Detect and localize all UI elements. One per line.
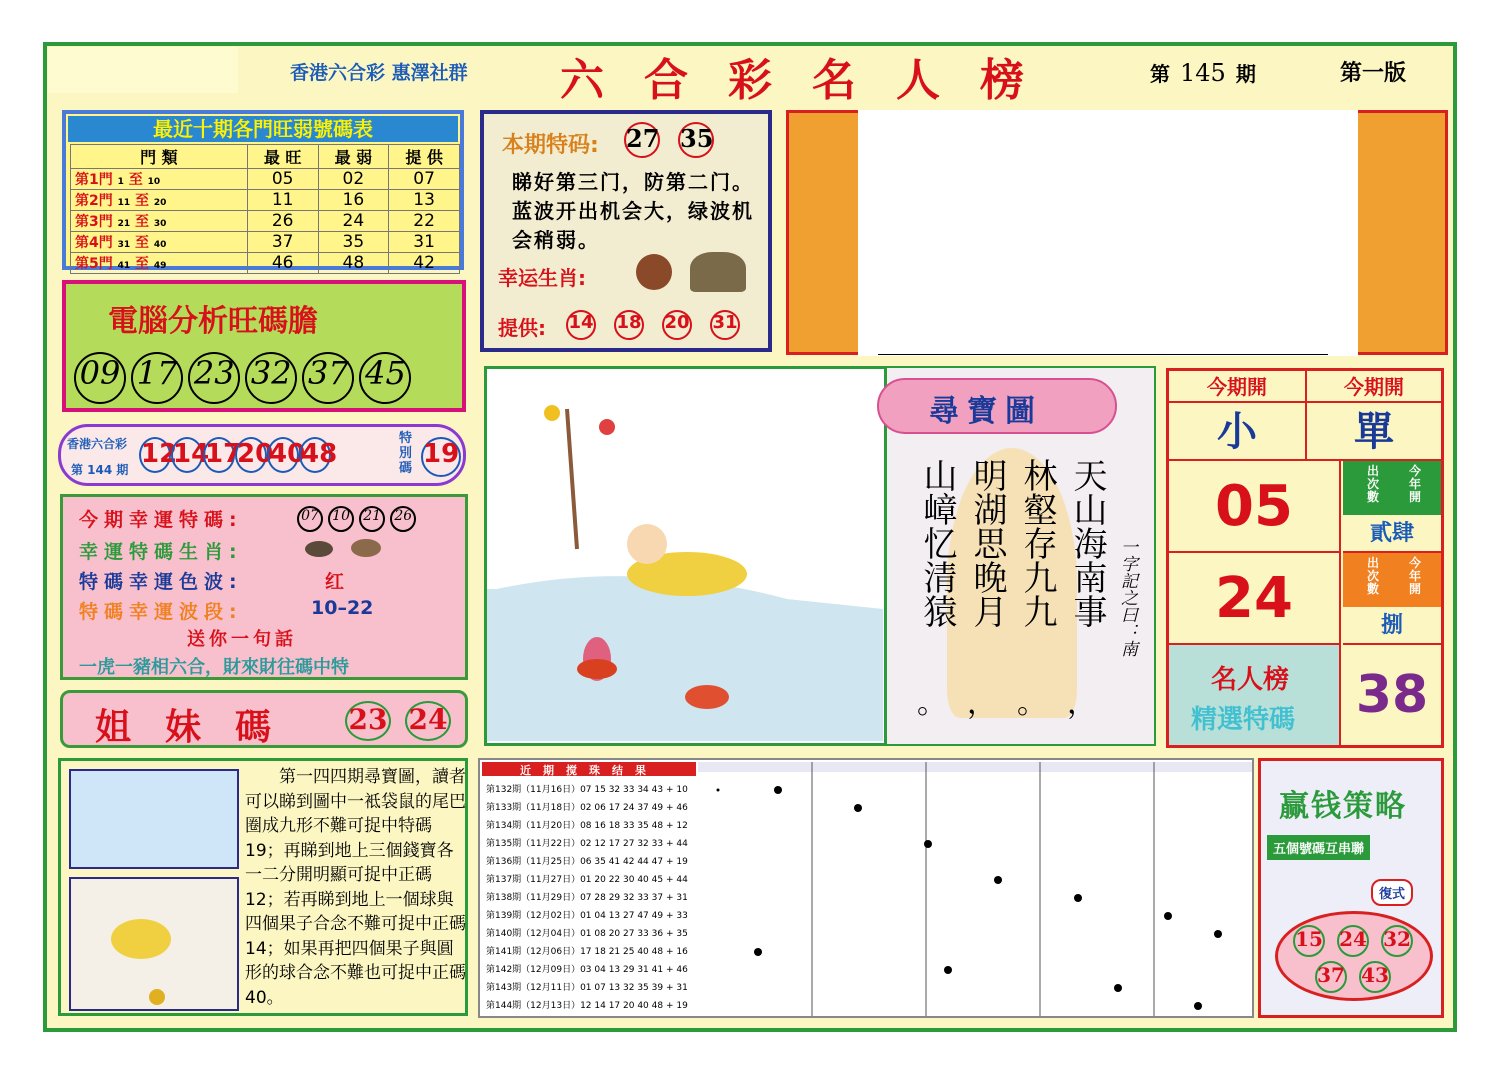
boar-icon (351, 539, 381, 557)
table-row (71, 253, 460, 274)
open-parity: 單 (1307, 403, 1441, 461)
pc-number: 37 (302, 352, 354, 404)
lucky-number: 26 (390, 506, 416, 532)
last-draw-issue: 第 144 期 (71, 463, 129, 477)
max-cell: 11 (247, 190, 318, 211)
last-draw-number: 17 (203, 437, 235, 473)
min-cell: 24 (318, 211, 389, 232)
result-row: 第144期（12月13日）12 14 17 20 40 48 + 19 (486, 1001, 688, 1011)
draw-results-panel (478, 758, 1254, 1018)
min-cell: 16 (318, 190, 389, 211)
ball-icon (149, 989, 165, 1005)
result-row: 第143期（12月11日）01 07 13 32 35 39 + 31 (486, 983, 688, 993)
last-draw-number: 48 (299, 437, 331, 473)
blank-area (858, 110, 1358, 356)
sister-label: 姐妹碼 (95, 706, 306, 748)
give-cell: 42 (389, 253, 460, 274)
decoration-right (1356, 110, 1448, 355)
tag-label: 今年開 (1409, 556, 1422, 596)
poem-line: 天山海南事 (1067, 458, 1107, 628)
special-text: 睇好第三门，防第二门。蓝波开出机会大，绿波机会稍弱。 (512, 170, 754, 252)
provide-number: 31 (710, 310, 740, 340)
lucky-band-label: 特碼幸運波段: (79, 601, 243, 623)
table-row (71, 169, 460, 190)
explanation-panel (58, 758, 468, 1016)
result-row: 第137期（11月27日）01 20 22 30 40 45 + 44 (486, 875, 688, 885)
sister-number: 24 (405, 701, 451, 741)
brand-name: 名人榜 (1211, 665, 1290, 695)
open-tag-1 (1343, 461, 1441, 515)
min-cell: 02 (318, 169, 389, 190)
give-cell: 13 (389, 190, 460, 211)
last-draw-number: 14 (171, 437, 203, 473)
issue-label (1150, 58, 1256, 87)
issue-prefix: 第 (1150, 62, 1170, 86)
result-row: 第138期（11月29日）07 28 29 32 33 37 + 31 (486, 893, 688, 903)
divider (878, 354, 1328, 355)
table-row (71, 211, 460, 232)
table-row (71, 232, 460, 253)
rank-table-title: 最近十期各門旺弱號碼表 (68, 116, 458, 142)
win-number: 43 (1359, 961, 1391, 993)
results-title: 近期搅珠结果 (482, 762, 696, 776)
pc-number: 09 (74, 352, 126, 404)
last-draw-brand: 香港六合彩 (67, 437, 128, 451)
give-cell: 31 (389, 232, 460, 253)
poem-line: 山嶂忆清猿 (917, 458, 957, 628)
provide-label: 提供: (498, 316, 546, 340)
open-result-panel (1166, 368, 1444, 748)
kangaroo-icon (111, 919, 171, 959)
fruit-icon (544, 405, 560, 421)
open-header-2: 今期開 (1307, 371, 1441, 403)
col-max: 最 旺 (247, 145, 318, 169)
lucky-wave-value: 红 (325, 571, 345, 593)
sister-number: 23 (345, 701, 391, 741)
fruit-icon (599, 419, 615, 435)
give-cell: 07 (389, 169, 460, 190)
illustration (487, 369, 883, 741)
fish-icon (685, 685, 729, 709)
win-number: 24 (1337, 925, 1369, 957)
open-number-1: 05 (1169, 461, 1341, 553)
poem-punct: 。 (1017, 686, 1047, 721)
poem-punct: ， (1067, 686, 1097, 721)
edition-label: 第一版 (1340, 61, 1407, 86)
lucky-wave-label: 特碼幸運色波: (79, 571, 243, 593)
result-row: 第140期（12月04日）01 08 20 27 33 36 + 35 (486, 929, 688, 939)
lucky-number: 07 (297, 506, 323, 532)
rank-table (70, 144, 460, 274)
rank-table-panel (62, 110, 464, 273)
lucky-number: 21 (359, 506, 385, 532)
result-row: 第135期（11月22日）02 12 17 27 32 33 + 44 (486, 839, 688, 849)
pick-number: 38 (1355, 665, 1429, 725)
river (487, 576, 883, 741)
lucky-number: 10 (328, 506, 354, 532)
open-number-2: 24 (1169, 553, 1341, 645)
provide-number: 18 (614, 310, 644, 340)
treasure-panel (884, 368, 1154, 744)
header-blank (48, 47, 238, 93)
give-cell: 22 (389, 211, 460, 232)
result-row: 第139期（12月02日）01 04 13 27 47 49 + 33 (486, 911, 688, 921)
win-number: 32 (1381, 925, 1413, 957)
pc-number: 17 (131, 352, 183, 404)
lucky-phrase-title: 送你一句話 (187, 629, 297, 650)
poem-punct: 。 (917, 686, 947, 721)
lucky-panel (60, 494, 468, 680)
result-row: 第141期（12月06日）17 18 21 25 40 48 + 16 (486, 947, 688, 957)
result-row: 第133期（11月18日）02 06 17 24 37 49 + 46 (486, 803, 688, 813)
pc-analysis-title: 電腦分析旺碼膽 (108, 304, 318, 339)
page-title: 六合彩名人榜 (560, 55, 1064, 106)
issue-suffix: 期 (1235, 62, 1256, 86)
fish-icon (577, 659, 617, 679)
last-draw-panel (58, 424, 466, 486)
provide-number: 14 (566, 310, 596, 340)
explanation-text: 第一四四期尋寶圖，讀者可以睇到圖中一袛袋鼠的尾巴圈成九形不難可捉中特碼19；再睇到地上三個錢寶各一二分開明顯可捉中正碼12；若再睇到地上一個球與四個果子合念不難可捉中正碼14；如果再把四個果子與圓形的球合念不難也可捉中正碼40。 (245, 767, 466, 1008)
special-code-label: 特別碼 (399, 431, 413, 476)
last-draw-numbers (139, 437, 338, 473)
hedgehog-icon (305, 541, 333, 557)
col-give: 提 供 (389, 145, 460, 169)
win-strategy-panel (1258, 758, 1444, 1018)
last-draw-number: 20 (235, 437, 267, 473)
lucky-code-numbers (297, 505, 416, 532)
open-size: 小 (1169, 403, 1307, 461)
special-number: 35 (678, 122, 714, 158)
open-tag-2 (1343, 553, 1441, 607)
tag-label: 今年開 (1409, 464, 1422, 504)
lucky-phrase: 一虎一豬相六合，財來財往碼中特 (79, 657, 349, 678)
tree-trunk (567, 409, 577, 549)
treasure-title: 尋寶圖 (929, 394, 1043, 429)
poem-line: 林壑存九九 (1017, 458, 1057, 628)
door-cell: 第4門 31 至 40 (71, 232, 248, 253)
boy-head (627, 524, 667, 564)
win-number: 15 (1293, 925, 1325, 957)
min-cell: 48 (318, 253, 389, 274)
tag-label: 出次數 (1367, 464, 1380, 504)
win-number: 37 (1315, 961, 1347, 993)
max-cell: 46 (247, 253, 318, 274)
dog-icon (690, 252, 746, 292)
provide-number: 20 (662, 310, 692, 340)
max-cell: 37 (247, 232, 318, 253)
trend-dots (717, 786, 1223, 1010)
door-cell: 第3門 21 至 30 (71, 211, 248, 232)
poem-punct: ， (967, 686, 997, 721)
min-cell: 35 (318, 232, 389, 253)
special-code-panel (480, 110, 772, 352)
sister-code-panel (60, 690, 468, 748)
win-mode: 復式 (1371, 879, 1413, 906)
kangaroo-illustration (69, 877, 239, 1011)
tag-value-2: 捌 (1343, 607, 1441, 645)
pc-analysis-panel (62, 280, 466, 412)
open-header-1: 今期開 (1169, 371, 1307, 403)
col-min: 最 弱 (318, 145, 389, 169)
result-row: 第134期（11月20日）08 16 18 33 35 48 + 12 (486, 821, 688, 831)
door-cell: 第1門 1 至 10 (71, 169, 248, 190)
tag-label: 出次數 (1367, 556, 1380, 596)
lucky-band-value: 10–22 (311, 597, 374, 619)
book-illustration (69, 769, 239, 869)
brand-box (1169, 645, 1341, 745)
pc-number: 45 (359, 352, 411, 404)
color-ball-strip (698, 762, 1252, 772)
special-number: 27 (624, 122, 660, 158)
pc-numbers (74, 352, 411, 404)
pc-number: 23 (188, 352, 240, 404)
trend-chart (698, 762, 1252, 1016)
last-draw-special: 19 (421, 437, 461, 477)
win-title: 赢钱策略 (1279, 789, 1407, 824)
brand-sub: 精選特碼 (1191, 705, 1296, 735)
lucky-zodiac-label: 幸運特碼生肖: (79, 541, 243, 563)
max-cell: 26 (247, 211, 318, 232)
door-cell: 第5門 41 至 49 (71, 253, 248, 274)
special-label: 本期特码: (502, 133, 599, 158)
poem-line: 明湖思晚月 (967, 458, 1007, 628)
last-draw-number: 40 (267, 437, 299, 473)
snake-icon (636, 254, 672, 290)
issue-number: 145 (1180, 59, 1226, 87)
result-row: 第142期（12月09日）03 04 13 29 31 41 + 46 (486, 965, 688, 975)
win-subtitle: 五個號碼互串聯 (1267, 835, 1370, 860)
poem-hint: 一字記之曰：南 (1117, 538, 1137, 657)
decoration-left (786, 110, 858, 355)
result-row: 第136期（11月25日）06 35 41 42 44 47 + 19 (486, 857, 688, 867)
col-door: 門 類 (71, 145, 248, 169)
lucky-code-label: 今期幸運特碼: (79, 509, 243, 531)
zodiac-label: 幸运生肖: (498, 266, 586, 290)
max-cell: 05 (247, 169, 318, 190)
result-row: 第132期（11月16日）07 15 32 33 34 43 + 10 (486, 785, 688, 795)
header-brand: 香港六合彩 惠澤社群 (290, 62, 468, 84)
pc-number: 32 (245, 352, 297, 404)
last-draw-number: 12 (139, 437, 171, 473)
door-cell: 第2門 11 至 20 (71, 190, 248, 211)
tag-value-1: 貳肆 (1343, 515, 1441, 553)
table-row (71, 190, 460, 211)
